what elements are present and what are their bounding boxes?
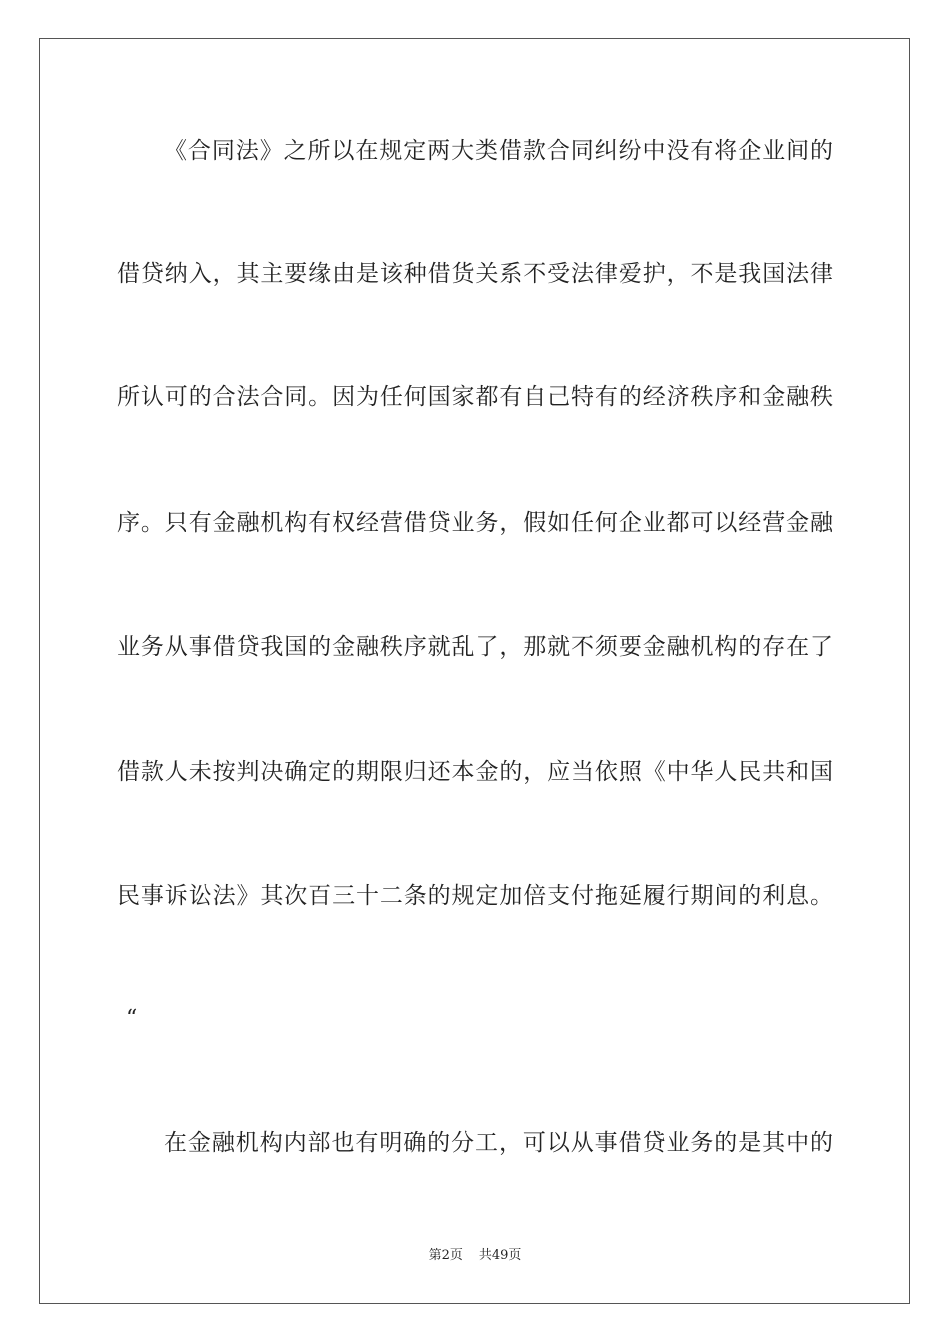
paragraph-line-8: 在金融机构内部也有明确的分工，可以从事借贷业务的是其中的 xyxy=(164,1130,833,1156)
page-border xyxy=(39,38,910,1304)
paragraph-line-6: 借款人未按判决确定的期限归还本金的，应当依照《中华人民共和国 xyxy=(117,759,833,785)
paragraph-line-2: 借贷纳入，其主要缘由是该种借货关系不受法律爱护，不是我国法律 xyxy=(117,261,833,287)
paragraph-line-4: 序。只有金融机构有权经营借贷业务，假如任何企业都可以经营金融 xyxy=(117,510,833,536)
page-footer xyxy=(0,1246,950,1266)
paragraph-line-5: 业务从事借贷我国的金融秩序就乱了，那就不须要金融机构的存在了 xyxy=(117,634,833,660)
paragraph-line-1: 《合同法》之所以在规定两大类借款合同纠纷中没有将企业间的 xyxy=(164,138,833,164)
total-pages: 共49页 xyxy=(478,1248,522,1263)
paragraph-line-3: 所认可的合法合同。因为任何国家都有自己特有的经济秩序和金融秩 xyxy=(117,384,833,410)
page-number: 第2页 xyxy=(428,1248,463,1263)
paragraph-line-7: 民事诉讼法》其次百三十二条的规定加倍支付拖延履行期间的利息。 xyxy=(117,883,833,909)
opening-quote-mark: “ xyxy=(126,1006,138,1031)
